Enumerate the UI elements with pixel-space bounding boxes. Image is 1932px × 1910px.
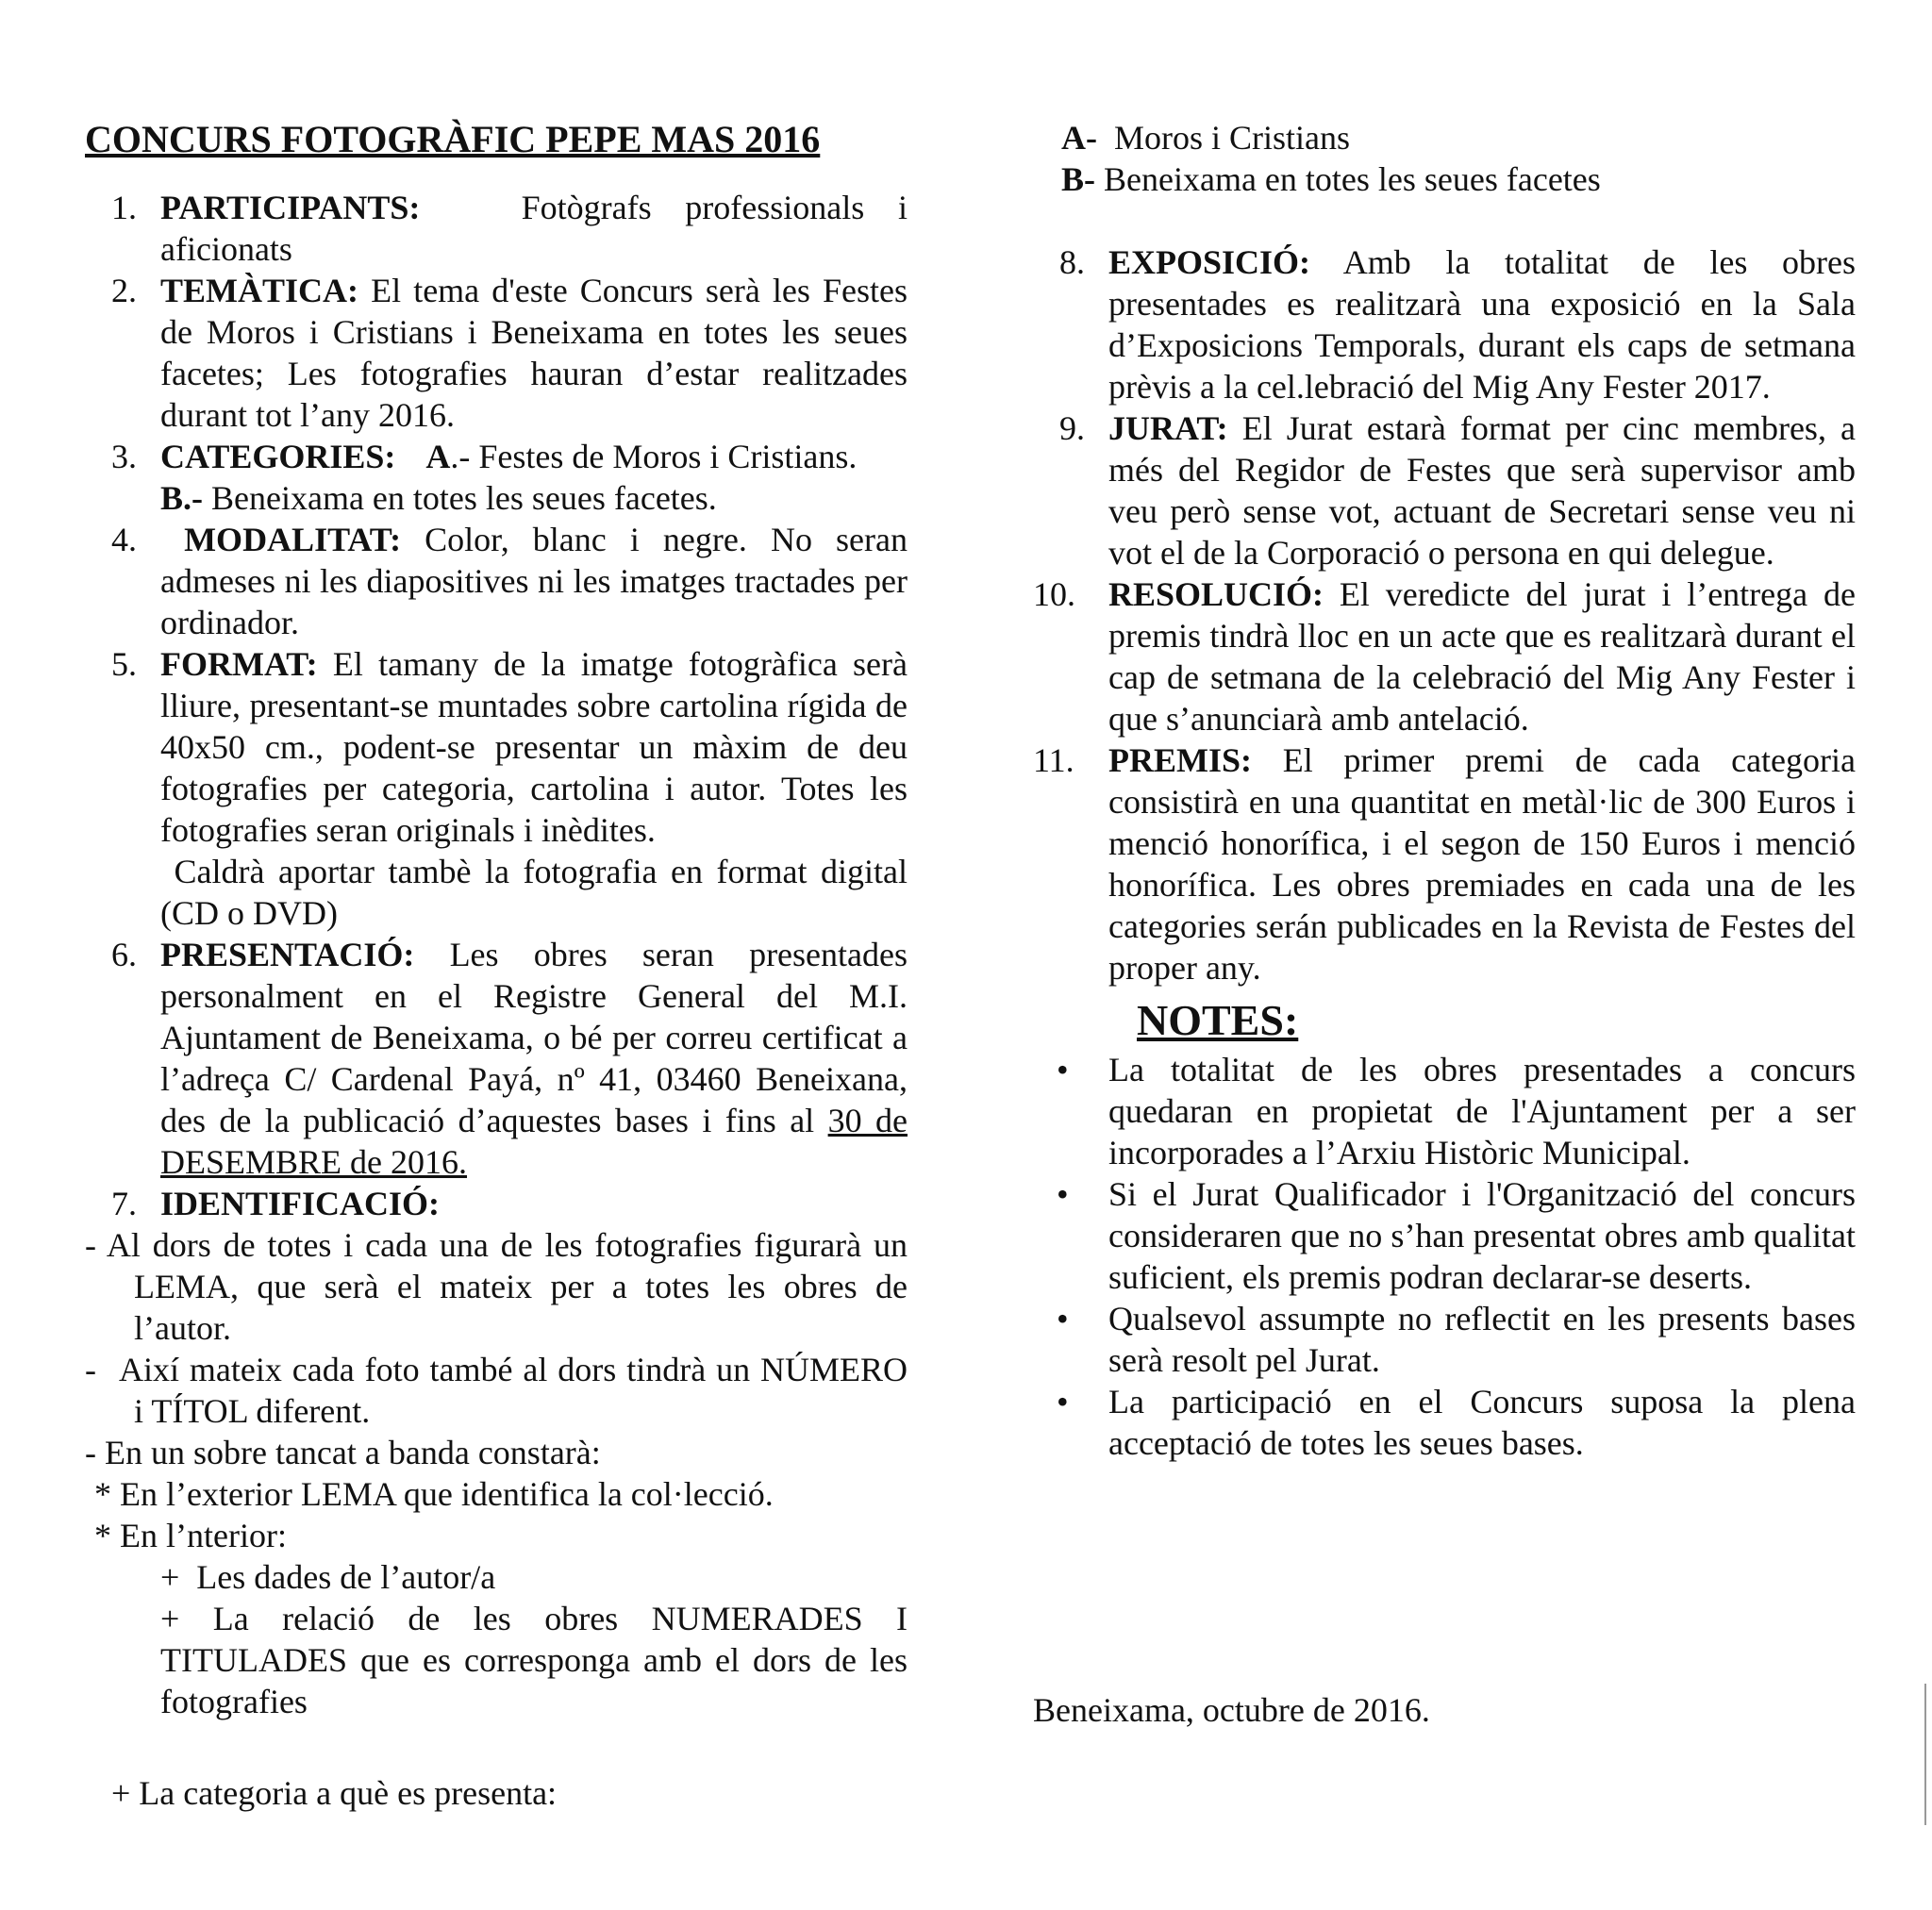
item-body [160,519,908,643]
note-item [1033,1049,1856,1173]
item-presentacio [85,934,908,1183]
identificacio-plus-2: + La relació de les obres NUMERADES I TITULADES que es corresponga amb el dors de les fotografies [160,1600,908,1720]
category-b-label: B- [1061,160,1095,198]
bullet-icon: • [1057,1051,1069,1088]
category-b-text: Beneixama en totes les seues facetes. [203,479,717,517]
note-text: Qualsevol assumpte no reflectit en les presents bases serà resolt pel Jurat. [1108,1300,1856,1379]
identificacio-line-1: - Al dors de totes i cada una de les fotografies figurarà un LEMA, que serà el mateix per a totes les obres de l’autor. [85,1226,908,1347]
dash-label: - [85,1351,96,1388]
item-text: Les obres seran presentades personalment en el Registre General del M.I. Ajuntament de Beneixama, o bé per correu certificat a l’adreça C/ Cardenal Payá, nº 41, 03460 Beneixana, des de la publicació d’aquestes bases i fins al [160,936,908,1139]
note-text: La totalitat de les obres presentades a concurs quedaran en propietat de l'Ajuntament per a ser incorporades a l’Arxiu Històric Municipal. [1108,1051,1856,1171]
category-a-text: .- Festes de Moros i Cristians. [450,438,858,475]
note-item [1033,1298,1856,1381]
item-premis [1033,739,1856,988]
item-format [85,643,917,934]
left-column [85,111,917,1722]
item-number: 5. [111,645,137,683]
category-a-label: A [425,438,451,475]
item-heading: MODALITAT: [160,521,402,558]
item-participants [85,187,916,270]
item-number: 7. [111,1185,137,1222]
item-heading: EXPOSICIÓ: [1108,243,1311,281]
identificacio-star-2: * En l’nterior: [94,1517,287,1554]
note-text: La participació en el Concurs suposa la plena acceptació de totes les seues bases. [1108,1383,1856,1462]
item-heading: CATEGORIES: [160,438,396,475]
bullet-icon: • [1057,1300,1069,1337]
bullet-icon: • [1057,1383,1069,1420]
item-categories [85,436,908,519]
item-heading: PARTICIPANTS: [160,189,421,226]
item-number: 9. [1059,409,1085,447]
item-number: 2. [111,272,137,309]
item-text: Fotògrafs professionals i aficionats [160,189,916,268]
item-text: El tema d'este Concurs serà les Festes de Moros i Cristians i Beneixama en totes les seues facetes; Les fotografies hauran d’estar realitzades durant tot l’any 2016. [160,272,908,434]
identificacio-line-2 [85,1349,908,1432]
item-heading: PREMIS: [1108,741,1252,779]
item-body [160,187,916,270]
item-number: 1. [111,189,137,226]
item-jurat [1033,407,1856,573]
right-category-b [1033,158,1856,200]
item-heading: FORMAT: [160,645,318,683]
note-text: Si el Jurat Qualificador i l'Organització del concurs consideraren que no s’han presentat obres amb qualitat suficient, els premis podran declarar-se deserts. [1108,1175,1856,1296]
item-modalitat [85,519,908,643]
document-title: CONCURS FOTOGRÀFIC PEPE MAS 2016 [85,118,821,160]
item-text: El Jurat estarà format per cinc membres, a més del Regidor de Festes que serà supervisor amb veu però sense vot, actuant de Secretari sense veu ni vot el de la Corporació o persona en qui delegue. [1108,409,1856,572]
right-column [1033,117,1856,1464]
item-body [1108,573,1856,739]
item-heading: JURAT: [1108,409,1228,447]
note-item [1033,1173,1856,1298]
signoff-place-date: Beneixama, octubre de 2016. [1033,1691,1430,1729]
bullet-icon: • [1057,1175,1069,1213]
category-a-text: Moros i Cristians [1097,119,1351,157]
item-heading: IDENTIFICACIÓ: [160,1185,441,1222]
item-text: Amb la totalitat de les obres presentades es realitzarà una exposició en la Sala d’Exposicions Temporals, durant els caps de setmana prèvis a la cel.lebració del Mig Any Fester 2017. [1108,243,1856,406]
notes-heading: NOTES: [1137,996,1299,1044]
item-text: Color, blanc i negre. No seran admeses ni les diapositives ni les imatges tractades per ordinador. [160,521,908,641]
item-number: 10. [1033,575,1075,613]
item-number: 6. [111,936,137,973]
item-heading: RESOLUCIÓ: [1108,575,1324,613]
item-number: 8. [1059,243,1085,281]
item-identificacio [85,1183,908,1224]
identificacio-plus-1: + Les dades de l’autor/a [160,1558,496,1596]
identificacio-line-3: - En un sobre tancat a banda constarà: [85,1434,601,1471]
identificacio-star-1: * En l’exterior LEMA que identifica la col·lecció. [94,1475,774,1513]
item-tematica [85,270,908,436]
spacer [1033,200,1856,241]
identificacio-line-2-text: Així mateix cada foto també al dors tindrà un NÚMERO i TÍTOL diferent. [119,1351,908,1430]
item-text: El primer premi de cada categoria consistirà en una quantitat en metàl·lic de 300 Euros i menció honorífica, i el segon de 150 Euros i menció honorífica. Les obres premiades en cada una de les categories serán publicades en la Revista de Festes del proper any. [1108,741,1856,987]
deadline-date: 30 de DESEMBRE de 2016. [160,1102,908,1181]
page-edge-mark [1924,1684,1932,1825]
item-body [160,934,908,1183]
item-body [1108,407,1856,573]
item-number: 4. [111,521,137,558]
note-item [1033,1381,1856,1464]
category-b-label: B.- [160,479,203,517]
category-a-label: A- [1061,119,1097,157]
item-body [160,436,908,519]
right-category-a [1033,117,1856,158]
item-body [1108,241,1856,407]
item-body [160,1183,908,1224]
item-exposicio [1033,241,1856,407]
item-number: 11. [1033,741,1074,779]
item-text: El veredicte del jurat i l’entrega de premis tindrà lloc en un acte que es realitzarà durant el cap de setmana de la celebració del Mig Any Fester i que s’anunciarà amb antelació. [1108,575,1856,738]
item-resolucio [1033,573,1856,739]
item-text: El tamany de la imatge fotogràfica serà lliure, presentant-se muntades sobre cartolina rígida de 40x50 cm., podent-se presentar un màxim de deu fotografies per categoria, cartolina i autor. Totes les fotografies seran originals i inèdites. [160,645,908,849]
item-heading: PRESENTACIÓ: [160,936,415,973]
item-heading: TEMÀTICA: [160,272,359,309]
item-extra: Caldrà aportar tambè la fotografia en format digital (CD o DVD) [160,853,917,932]
category-note: + La categoria a què es presenta: [111,1774,558,1812]
category-b-text: Beneixama en totes les seues facetes [1095,160,1601,198]
item-body [1108,739,1856,988]
item-body [160,643,917,934]
item-number: 3. [111,438,137,475]
item-body [160,270,908,436]
